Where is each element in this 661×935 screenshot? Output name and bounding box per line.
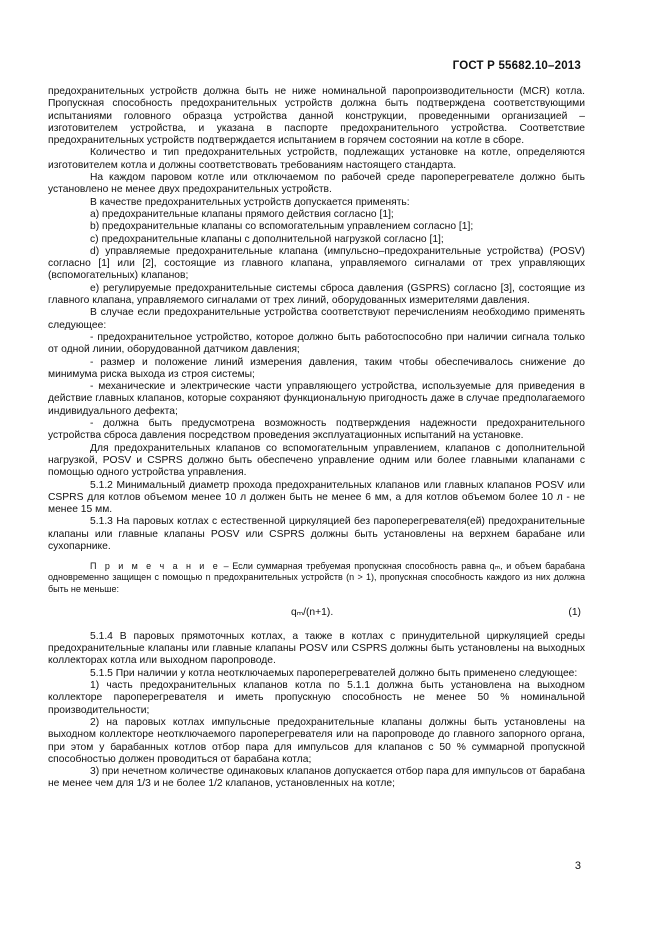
document-header: ГОСТ Р 55682.10–2013 — [452, 60, 581, 72]
note-label: П р и м е ч а н и е — [90, 561, 221, 572]
document-body — [48, 86, 585, 791]
formula — [48, 597, 585, 625]
paragraph: Для предохранительных клапанов со вспомогательным управлением, клапанов с дополнительной нагрузкой, POSV и CSPRS должно быть обеспечено управление одним или более главными клапанами с помощью одного устройства управления. — [48, 442, 585, 479]
clause-5-1-4: 5.1.4 В паровых прямоточных котлах, а также в котлах с принудительной циркуляцией среды предохранительные клапаны или главные клапаны POSV или CSPRS должны быть установлены на выходных коллекторах котла или выходном паропроводе. — [48, 630, 585, 667]
clause-5-1-5: 5.1.5 При наличии у котла неотключаемых пароперегревателей должно быть применено следующее: — [90, 667, 578, 679]
clause-5-1-2: 5.1.2 Минимальный диаметр прохода предохранительных клапанов или главных клапанов POSV или CSPRS для котлов объемом менее 10 л должен быть не менее 6 мм, а для котлов объемом более 10 л - не менее 15 мм. — [48, 479, 585, 516]
list-item: c) предохранительные клапаны с дополнительной нагрузкой согласно [1]; — [90, 233, 444, 245]
list-item: 1) часть предохранительных клапанов котла по 5.1.1 должна быть установлена на выходном коллекторе пароперегревателя и иметь пропускную способность не менее 50 % номинальной производительности; — [48, 680, 585, 716]
formula-number: (1) — [568, 606, 581, 618]
list-item: b) предохранительные клапаны со вспомогательным управлением согласно [1]; — [90, 221, 474, 233]
list-item: - должна быть предусмотрена возможность подтверждения надежности предохранительного устройства сброса давления посредством проведения эксплуатационных испытаний на установке. — [48, 418, 585, 442]
paragraph: На каждом паровом котле или отключаемом по рабочей среде пароперегревателе должно быть установлено не менее двух предохранительных устройств. — [48, 172, 585, 196]
list-item: e) регулируемые предохранительные системы сброса давления (GSPRS) согласно [3], состоящие из главного клапана, управляемого сигналами от трех линий, оборудованных измерителями давления. — [48, 282, 585, 307]
paragraph: В случае если предохранительные устройства соответствуют перечислениям необходимо применять следующее: — [48, 307, 585, 331]
paragraph: Количество и тип предохранительных устройств, подлежащих установке на котле, определяются изготовителем котла и должны соответствовать требованиям настоящего стандарта. — [48, 147, 585, 171]
page-number: 3 — [574, 860, 581, 872]
list-item: а) предохранительные клапаны прямого действия согласно [1]; — [90, 208, 394, 220]
paragraph: предохранительных устройств должна быть не ниже номинальной паропроизводительности (MCR) котла. Пропускная способность предохранительных устройств должна быть подтверждена соответствующими испытаниями головного образца устройства данной конструкции, проведенными организацией – изготовителем устройства, и указана в паспорте предохранительного устройства. Соответствие предохранительных устройств подтверждается испытанием в горячем состоянии на котле в сборе. — [48, 86, 585, 147]
list-item: - предохранительное устройство, которое должно быть работоспособно при наличии сигнала только от одной линии, оборудованной датчиком давления; — [48, 331, 585, 356]
list-item: d) управляемые предохранительные клапана (импульсно–предохранительные устройства) (POSV) согласно [1] или [2], состоящие из главного клапана, управляемого сигналами от трех управляющих (вспомогательных) клапанов; — [48, 245, 585, 282]
list-item: 2) на паровых котлах импульсные предохранительные клапаны должны быть установлены на выходном коллекторе неотключаемого пароперегревателя или на паропроводе до главного запорного органа, при этом у барабанных котлов отбор пара для импульсов для клапанов с 50 % суммарной пропускной способностью должен проводиться от барабана котла; — [48, 716, 585, 765]
note — [48, 561, 585, 595]
list-item: - размер и положение линий измерения давления, таким чтобы обеспечивалось снижение до минимума риска выхода из строя системы; — [48, 356, 585, 380]
list-item: - механические и электрические части управляющего устройства, используемые для приведения в действие главных клапанов, которые сохраняют функциональную пригодность даже в случае предполагаемого индивидуального дефекта; — [48, 381, 585, 417]
clause-5-1-3: 5.1.3 На паровых котлах с естественной циркуляцией без пароперегревателя(ей) предохранительные клапаны или главные клапаны POSV или CSPRS должны быть установлены на верхнем барабане или сухопарнике. — [48, 516, 585, 552]
formula-expression: qₘ/(n+1). — [291, 606, 334, 618]
note-text: – Если суммарная требуемая пропускная способность равна qₘ, и объем барабана одновременно защищен с помощью n предохранительных устройств (n > 1), пропускная способность каждого из них должна быть не меньше: — [48, 561, 585, 594]
list-item: 3) при нечетном количестве одинаковых клапанов допускается отбор пара для импульсов от барабана не менее чем для 1/3 и не более 1/2 клапанов, установленных на котле; — [48, 766, 585, 790]
paragraph: В качестве предохранительных устройств допускается применять: — [90, 196, 410, 208]
